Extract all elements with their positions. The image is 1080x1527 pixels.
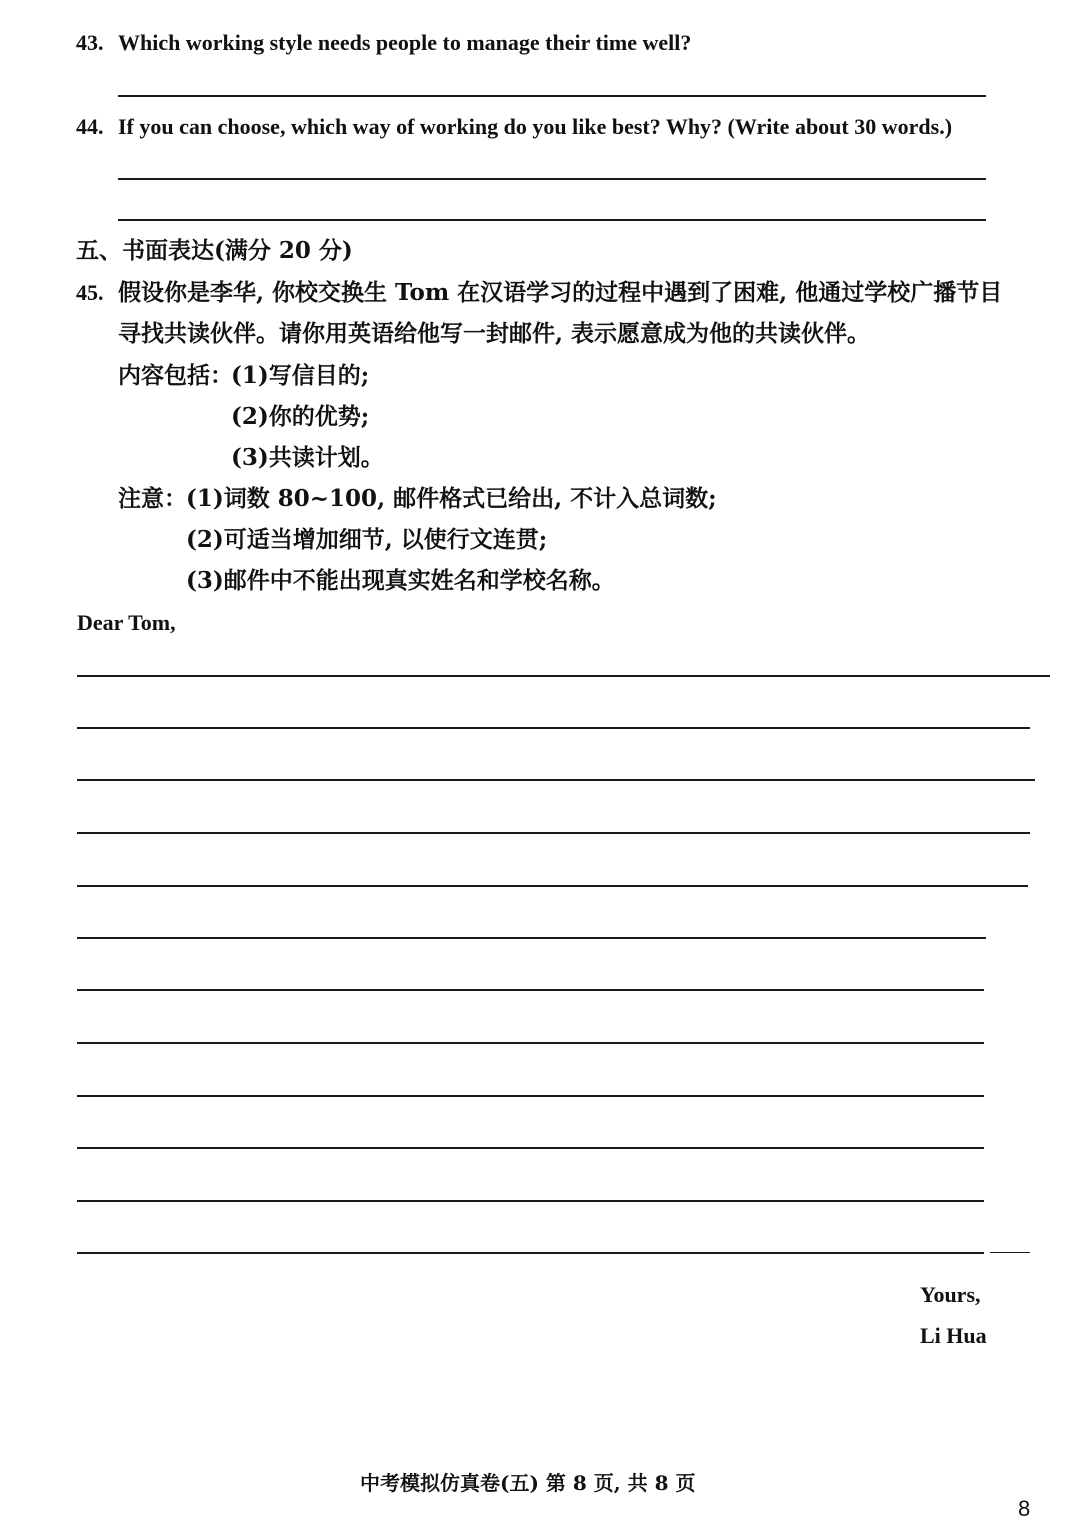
page-number: 8 (1018, 1496, 1031, 1521)
content-item-1: (1)写信目的; (231, 362, 370, 389)
writing-line-7[interactable] (77, 989, 984, 991)
question-45-line1: 假设你是李华, 你校交换生 Tom 在汉语学习的过程中遇到了困难, 他通过学校广播节目 (118, 279, 1003, 306)
notes-label: 注意： (118, 485, 187, 512)
writing-line-10[interactable] (77, 1147, 984, 1149)
answer-line-44b[interactable] (118, 219, 986, 221)
writing-line-9[interactable] (77, 1095, 984, 1097)
writing-line-4[interactable] (77, 832, 1030, 834)
writing-line-6[interactable] (77, 937, 986, 939)
question-44-text: If you can choose, which way of working do you like best? Why? (Write about 30 words.) (118, 114, 953, 139)
section-heading: 五、书面表达(满分 20 分) (76, 237, 353, 264)
writing-line-2[interactable] (77, 727, 1030, 729)
notes-item-3: (3)邮件中不能出现真实姓名和学校名称。 (186, 567, 615, 594)
question-45-line2: 寻找共读伙伴。请你用英语给他写一封邮件, 表示愿意成为他的共读伙伴。 (118, 320, 871, 347)
letter-closing: Yours, (920, 1282, 981, 1307)
content-item-2: (2)你的优势; (231, 403, 370, 430)
writing-line-5[interactable] (77, 885, 1028, 887)
line-scan-mark (990, 1252, 1030, 1253)
question-44-number: 44. (76, 114, 104, 139)
writing-line-8[interactable] (77, 1042, 984, 1044)
letter-greeting: Dear Tom, (77, 610, 176, 635)
content-item-3: (3)共读计划。 (231, 444, 384, 471)
question-45-number: 45. (76, 280, 104, 305)
writing-line-12[interactable] (77, 1252, 984, 1254)
letter-signature: Li Hua (920, 1323, 987, 1348)
answer-line-44a[interactable] (118, 178, 986, 180)
page-footer: 中考模拟仿真卷(五) 第 8 页, 共 8 页 (360, 1471, 696, 1495)
writing-line-11[interactable] (77, 1200, 984, 1202)
writing-line-3[interactable] (77, 779, 1035, 781)
question-43-text: Which working style needs people to manage their time well? (118, 30, 692, 55)
writing-line-1[interactable] (77, 675, 1050, 677)
question-43-number: 43. (76, 30, 104, 55)
content-label: 内容包括： (118, 362, 233, 389)
answer-line-43[interactable] (118, 95, 986, 97)
notes-item-1: (1)词数 80~100, 邮件格式已给出, 不计入总词数; (186, 485, 717, 512)
notes-item-2: (2)可适当增加细节, 以使行文连贯; (186, 526, 548, 553)
